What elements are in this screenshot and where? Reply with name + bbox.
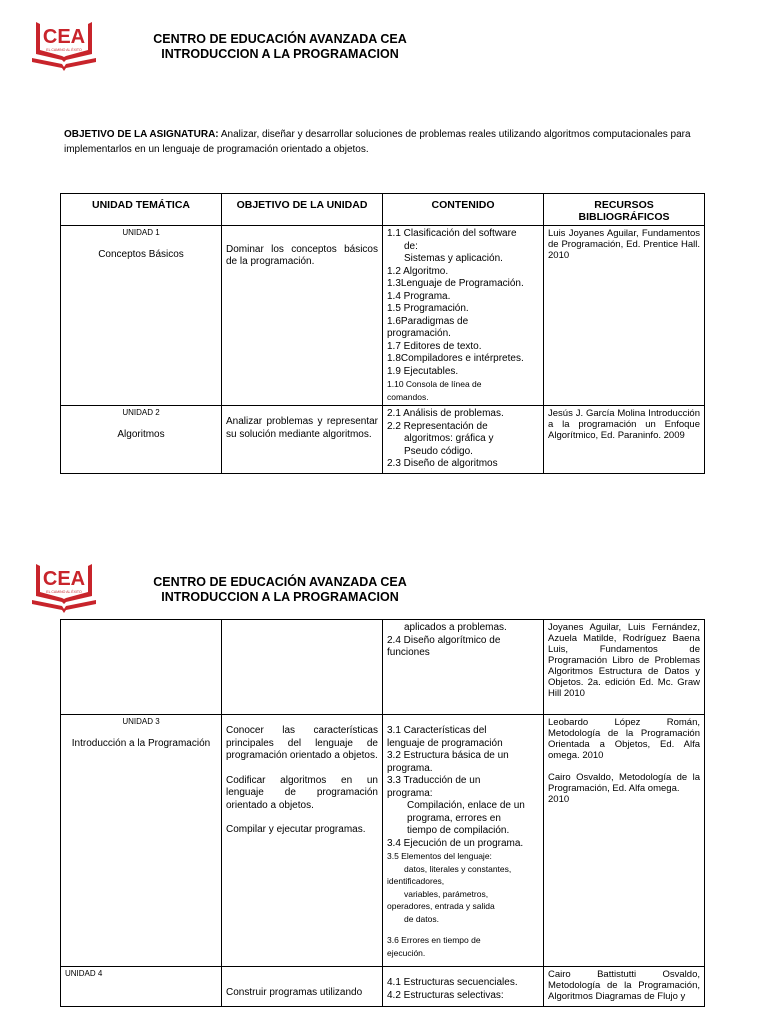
unit3-bibliography-year: 2010	[548, 794, 570, 805]
course-objective	[64, 127, 714, 157]
content-item: Pseudo código.	[404, 445, 473, 457]
continuation-content-cell	[383, 620, 544, 715]
logo-text: CEA	[42, 568, 86, 590]
content-item: 1.10 Consola de línea de	[387, 379, 482, 389]
units-table-page1	[60, 193, 705, 474]
continuation-bibliography-cell	[544, 620, 705, 715]
logo-subtext: EL CAMINO AL ÉXITO	[46, 48, 82, 52]
table-row-unit3	[61, 715, 705, 967]
unit3-objective-cell	[222, 715, 383, 967]
unit3-name: Introducción a la Programación	[71, 738, 211, 749]
unit1-cell	[61, 226, 222, 406]
objective-text: Analizar, diseñar y desarrollar soluciones de problemas reales utilizando algoritmos computacionales para implementarlos en un lenguaje de programación orientado a objetos.	[64, 129, 691, 155]
content-item: 1.1 Clasificación del software	[387, 228, 517, 239]
content-item: 1.4 Programa.	[387, 290, 451, 302]
unit4-objective: Construir programas utilizando	[226, 987, 363, 998]
content-item: 3.3 Traducción de un	[387, 775, 481, 786]
unit1-code: UNIDAD 1	[122, 228, 160, 237]
content-item: 2.2 Representación de	[387, 420, 488, 432]
logo-subtext: EL CAMINO AL ÉXITO	[46, 590, 82, 594]
course-title: INTRODUCCION A LA PROGRAMACION	[161, 47, 399, 61]
content-item: programa, errores en	[407, 812, 501, 824]
table-header-row	[61, 194, 705, 226]
table-row-unit1	[61, 226, 705, 406]
content-item: 4.2 Estructuras selectivas:	[387, 989, 504, 1001]
unit3-code: UNIDAD 3	[122, 717, 160, 726]
content-item: programa.	[387, 762, 433, 774]
content-item: variables, parámetros,	[404, 888, 489, 899]
course-title: INTRODUCCION A LA PROGRAMACION	[161, 590, 399, 604]
unit3-bibliography-cell	[544, 715, 705, 967]
unit2-code: UNIDAD 2	[122, 408, 160, 417]
cea-logo	[28, 10, 100, 72]
unit4-content-cell	[383, 967, 544, 1007]
col-header-content: CONTENIDO	[383, 194, 544, 226]
table-row-continuation	[61, 620, 705, 715]
units-table-page2	[60, 619, 705, 1007]
unit4-bibliography: Cairo Battistutti Osvaldo, Metodología de la Programación, Algoritmos Diagramas de Flujo y	[548, 969, 700, 1002]
unit2-cell	[61, 406, 222, 474]
unit2-content-cell	[383, 406, 544, 474]
content-item: tiempo de compilación.	[407, 825, 510, 836]
content-item: ejecución.	[387, 947, 426, 958]
content-item: de:	[404, 240, 418, 252]
content-item: 1.2 Algoritmo.	[387, 265, 449, 277]
unit1-bibliography: Luis Joyanes Aguilar, Fundamentos de Programación, Ed. Prentice Hall. 2010	[548, 228, 700, 261]
institution-title: CENTRO DE EDUCACIÓN AVANZADA CEA	[153, 32, 407, 46]
content-item: operadores, entrada y salida	[387, 901, 495, 911]
continuation-unit-cell	[61, 620, 222, 715]
content-item: funciones	[387, 647, 430, 658]
logo-text: CEA	[42, 26, 86, 48]
unit1-name: Conceptos Básicos	[98, 249, 184, 260]
unit1-bibliography-cell	[544, 226, 705, 406]
content-item: aplicados a problemas.	[404, 622, 507, 633]
unit1-objective: Dominar los conceptos básicos de la programación.	[226, 244, 378, 267]
unit4-code: UNIDAD 4	[65, 969, 103, 978]
content-item: lenguaje de programación	[387, 737, 503, 749]
content-item: de datos.	[404, 913, 439, 924]
cea-logo-page2	[28, 552, 100, 614]
content-item: 2.4 Diseño algorítmico de	[387, 634, 501, 646]
unit3-objective-1: Conocer las características principales del lenguaje de programación orientado a objetos.	[226, 725, 378, 761]
content-item: 2.3 Diseño de algoritmos	[387, 458, 498, 469]
unit2-name: Algoritmos	[117, 429, 165, 440]
content-item: 3.2 Estructura básica de un	[387, 750, 509, 761]
content-item: 3.4 Ejecución de un programa.	[387, 837, 524, 849]
unit3-cell	[61, 715, 222, 967]
col-header-objective: OBJETIVO DE LA UNIDAD	[222, 194, 383, 226]
unit4-cell	[61, 967, 222, 1007]
content-item: 1.7 Editores de texto.	[387, 340, 482, 352]
content-item: programación.	[387, 328, 451, 339]
col-header-unit: UNIDAD TEMÁTICA	[61, 194, 222, 226]
institution-title: CENTRO DE EDUCACIÓN AVANZADA CEA	[153, 575, 407, 589]
unit2-bibliography-cell	[544, 406, 705, 474]
content-item: 3.6 Errores en tiempo de	[387, 935, 481, 945]
continuation-bibliography: Joyanes Aguilar, Luis Fernández, Azuela Matilde, Rodríguez Baena Luis, Fundamentos de Programación Libro de Problemas Algoritmos Estructura de Datos y Objetos. 2a. edición Ed. Mc. Graw Hill 2010	[548, 622, 700, 699]
content-item: datos, literales y constantes,	[404, 863, 512, 874]
table-row-unit2	[61, 406, 705, 474]
unit2-objective-cell	[222, 406, 383, 474]
unit3-content-cell	[383, 715, 544, 967]
content-item: 1.8Compiladores e intérpretes.	[387, 353, 524, 364]
unit3-objective-3: Compilar y ejecutar programas.	[226, 824, 366, 835]
content-item: 1.9 Ejecutables.	[387, 365, 459, 377]
page2-header	[100, 575, 460, 605]
content-item: 2.1 Análisis de problemas.	[387, 408, 504, 419]
unit1-objective-cell	[222, 226, 383, 406]
continuation-objective-cell	[222, 620, 383, 715]
unit3-objective-2: Codificar algoritmos en un lenguaje de programación orientado a objetos.	[226, 774, 378, 811]
content-item: 4.1 Estructuras secuenciales.	[387, 977, 518, 988]
content-item: comandos.	[387, 391, 429, 402]
unit2-objective: Analizar problemas y representar su solución mediante algoritmos.	[226, 416, 378, 440]
table-row-unit4	[61, 967, 705, 1007]
content-item: Compilación, enlace de un	[407, 800, 525, 811]
unit1-content-cell	[383, 226, 544, 406]
content-item: 1.5 Programación.	[387, 303, 469, 314]
content-item: algoritmos: gráfica y	[404, 433, 494, 444]
unit3-bibliography-2: Cairo Osvaldo, Metodología de la Programación, Ed. Alfa omega.	[548, 772, 700, 794]
col-header-bibliography: RECURSOS BIBLIOGRÁFICOS	[544, 194, 705, 226]
unit3-bibliography-1: Leobardo López Román, Metodología de la Programación Orientada a Objetos, Ed. Alfa omega. 2010	[548, 717, 700, 761]
unit2-bibliography: Jesús J. García Molina Introducción a la programación un Enfoque Algorítmico, Ed. Paraninfo. 2009	[548, 408, 700, 441]
content-item: 1.3Lenguaje de Programación.	[387, 278, 524, 289]
content-item: identificadores,	[387, 876, 445, 886]
page1-header	[100, 32, 460, 62]
content-item: programa:	[387, 787, 433, 799]
content-item: 3.5 Elementos del lenguaje:	[387, 851, 492, 861]
content-item: 1.6Paradigmas de	[387, 315, 469, 327]
content-item: Sistemas y aplicación.	[404, 253, 503, 264]
unit4-bibliography-cell	[544, 967, 705, 1007]
content-item: 3.1 Características del	[387, 725, 487, 736]
unit4-objective-cell	[222, 967, 383, 1007]
objective-label: OBJETIVO DE LA ASIGNATURA:	[64, 129, 219, 140]
